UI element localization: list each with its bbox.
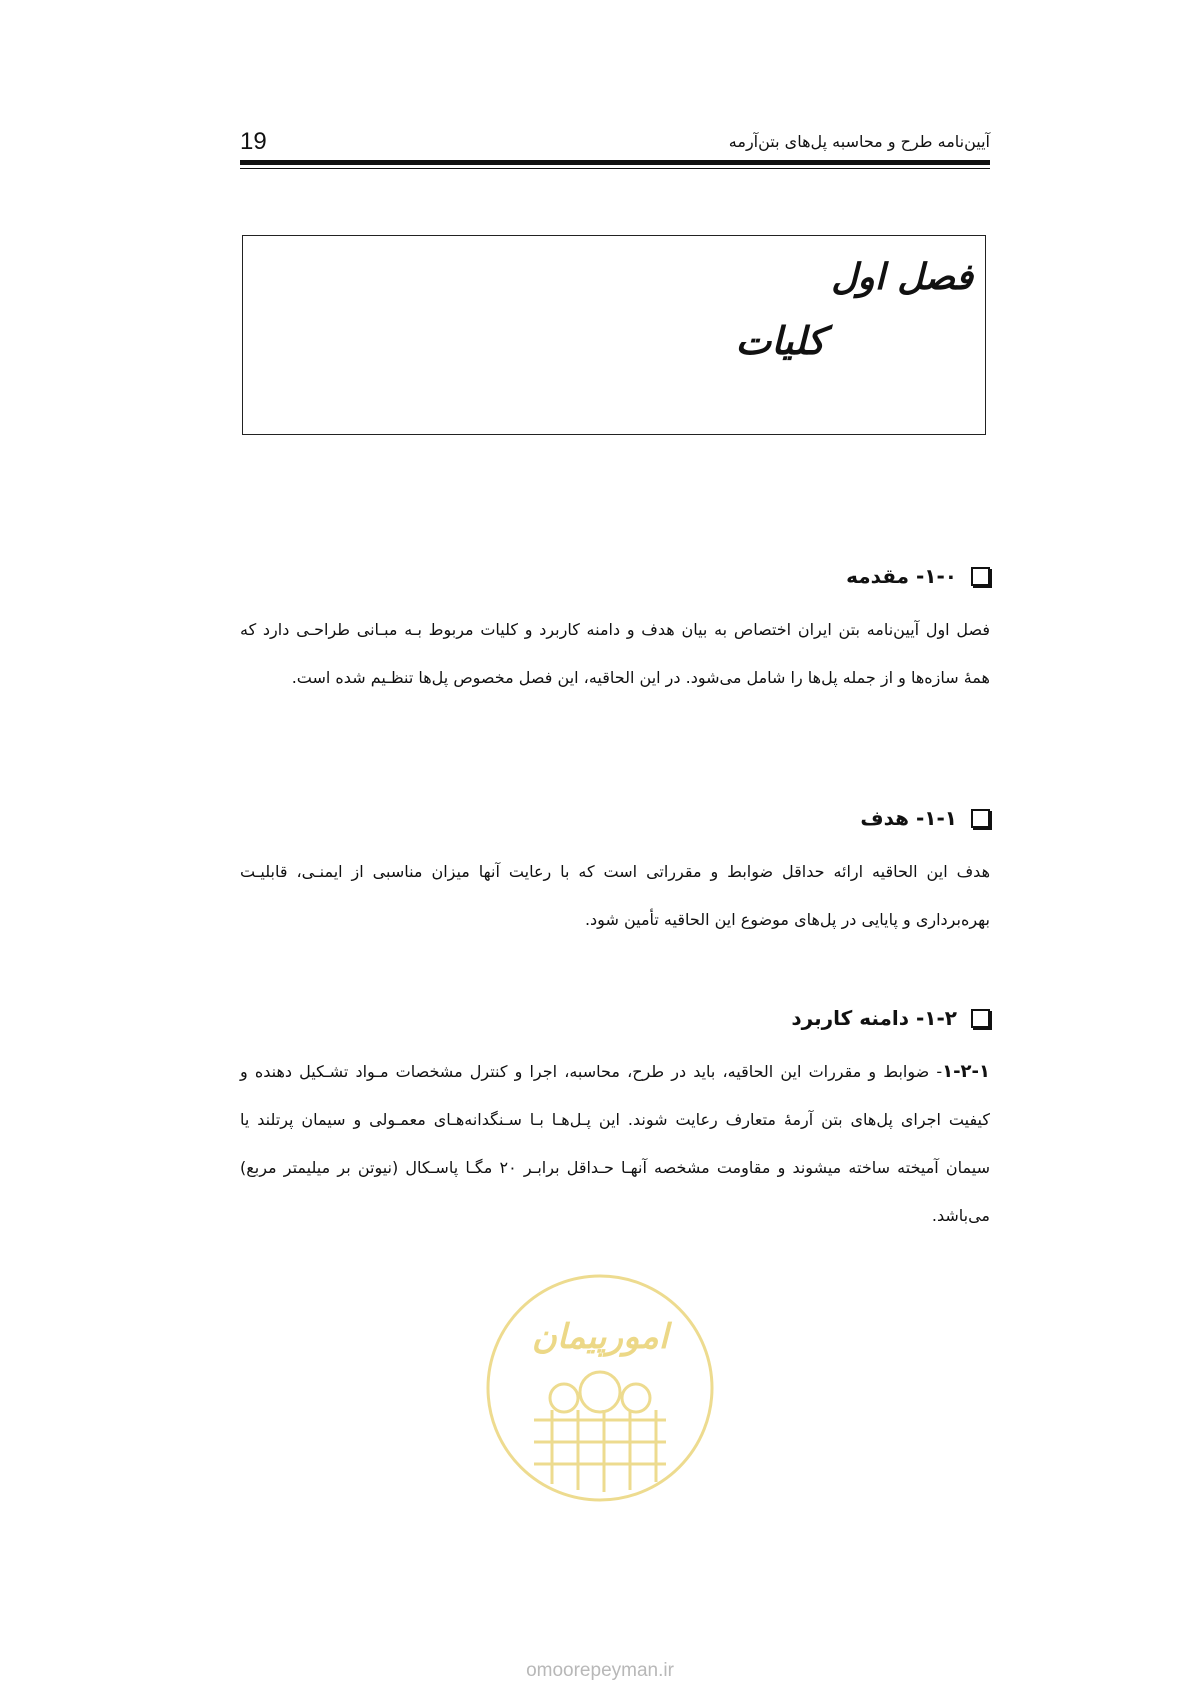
watermark-logo-icon	[482, 1270, 718, 1506]
checkbox-bullet-icon	[971, 809, 990, 828]
section-scope	[240, 1000, 990, 1240]
checkbox-bullet-icon	[971, 1009, 990, 1028]
header-rule-thin	[240, 168, 990, 169]
section-heading-text: ۱-۰- مقدمه	[846, 564, 957, 588]
section-heading-text: ۱-۱- هدف	[860, 806, 957, 830]
clause-text: - ضوابط و مقررات این الحاقیه، باید در طرح، محاسبه، اجرا و کنترل مشخصات مـواد تشـکیل دهنده و کیفیت اجرای پل‌های بتن آرمهٔ متعارف رعایت شوند. این پـل‌هـا بـا سـنگدانه‌هـای معمـولی و سیمان پرتلند یا سیمان آمیخته ساخته میشوند و مقاومت مشخصه آنهـا حـداقل برابـر ۲۰ مگـا پاسـکال (نیوتن بر میلیمتر مربع) می‌باشد.	[240, 1062, 991, 1225]
checkbox-bullet-icon	[971, 567, 990, 586]
section-heading	[240, 800, 990, 836]
watermark-site-url: omoorepeyman.ir	[526, 1660, 674, 1681]
clause-number: ۱-۲-۱	[942, 1061, 990, 1082]
chapter-title-box	[242, 235, 986, 435]
section-heading	[240, 1000, 990, 1036]
section-paragraph: فصل اول آیین‌نامه بتن ایران اختصاص به بیان هدف و دامنه کاربرد و کلیات مربوط بـه مبـانی طراحـی دارد که همهٔ سازه‌ها و از جمله پل‌ها را شامل می‌شود. در این الحاقیه، این فصل مخصوص پل‌ها تنظـیم شده است.	[240, 620, 990, 687]
section-heading-text: ۱-۲- دامنه کاربرد	[791, 1006, 957, 1030]
section-introduction	[240, 558, 990, 702]
chapter-label: فصل اول	[831, 256, 973, 298]
section-paragraph	[240, 1048, 990, 1240]
page-number: 19	[240, 128, 267, 155]
section-paragraph: هدف این الحاقیه ارائه حداقل ضوابط و مقرراتی است که با رعایت آنها میزان مناسبی از ایمنـی، قابلیـت بهره‌برداری و پایایی در پل‌های موضوع این الحاقیه تأمین شود.	[240, 862, 990, 929]
watermark-logo-text: امورپیمان	[531, 1317, 669, 1357]
section-heading	[240, 558, 990, 594]
chapter-title: کلیات	[735, 318, 825, 363]
running-title: آیین‌نامه طرح و محاسبه پل‌های بتن‌آرمه	[728, 132, 990, 151]
header-rule-thick	[240, 160, 990, 165]
page-header	[240, 120, 990, 170]
section-purpose	[240, 800, 990, 944]
